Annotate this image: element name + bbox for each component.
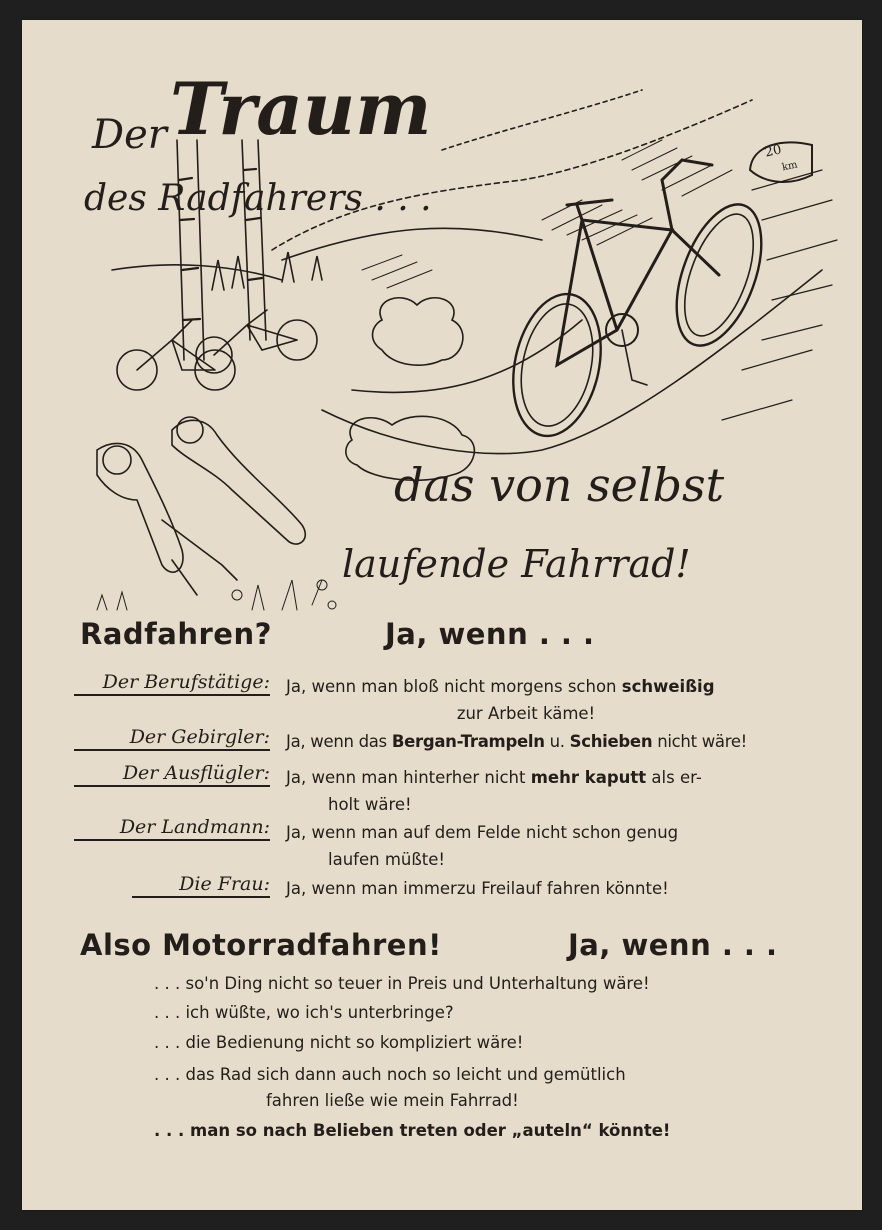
title-line2: des Radfahrers . . . (84, 178, 432, 219)
cycling-illustration (22, 20, 862, 620)
motorrad-line-4: . . . das Rad sich dann auch noch so leicht und gemütlich fahren ließe wie mein Fahrrad! (154, 1065, 626, 1110)
answer-frau: Ja, wenn man immerzu Freilauf fahren könnte! (286, 879, 669, 898)
answer-ausfluegler: Ja, wenn man hinterher nicht mehr kaputt als er- holt wäre! (286, 768, 702, 814)
poster-sheet (22, 20, 862, 1210)
role-berufstaetige: Der Berufstätige: (74, 671, 270, 696)
motorrad-line-2: . . . ich wüßte, wo ich's unterbringe? (154, 1003, 454, 1022)
section2-heading-right: Ja, wenn . . . (568, 928, 778, 962)
milestone-unit: km (781, 159, 799, 174)
motorrad-line-3: . . . die Bedienung nicht so kompliziert wäre! (154, 1033, 524, 1052)
title-main: Traum (170, 66, 432, 151)
answer-berufstaetige: Ja, wenn man bloß nicht morgens schon schweißig zur Arbeit käme! (286, 677, 715, 723)
role-landmann: Der Landmann: (74, 816, 270, 841)
title-line3: das von selbst (394, 458, 725, 512)
answer-gebirgler: Ja, wenn das Bergan-Trampeln u. Schieben nicht wäre! (286, 732, 747, 751)
motorrad-line-5: . . . man so nach Belieben treten oder „auteln“ könnte! (154, 1121, 671, 1140)
role-ausfluegler: Der Ausflügler: (74, 762, 270, 787)
answer-landmann: Ja, wenn man auf dem Felde nicht schon genug laufen müßte! (286, 823, 679, 869)
milestone-number: 20 (763, 142, 783, 161)
role-frau: Die Frau: (132, 873, 270, 898)
title-prefix: Der (92, 112, 167, 158)
section1-heading-left: Radfahren? (80, 617, 272, 651)
section1-heading-right: Ja, wenn . . . (385, 617, 595, 651)
role-gebirgler: Der Gebirgler: (74, 726, 270, 751)
motorrad-line-1: . . . so'n Ding nicht so teuer in Preis und Unterhaltung wäre! (154, 974, 650, 993)
section2-heading-left: Also Motorradfahren! (80, 928, 442, 962)
title-line4: laufende Fahrrad! (342, 542, 691, 586)
